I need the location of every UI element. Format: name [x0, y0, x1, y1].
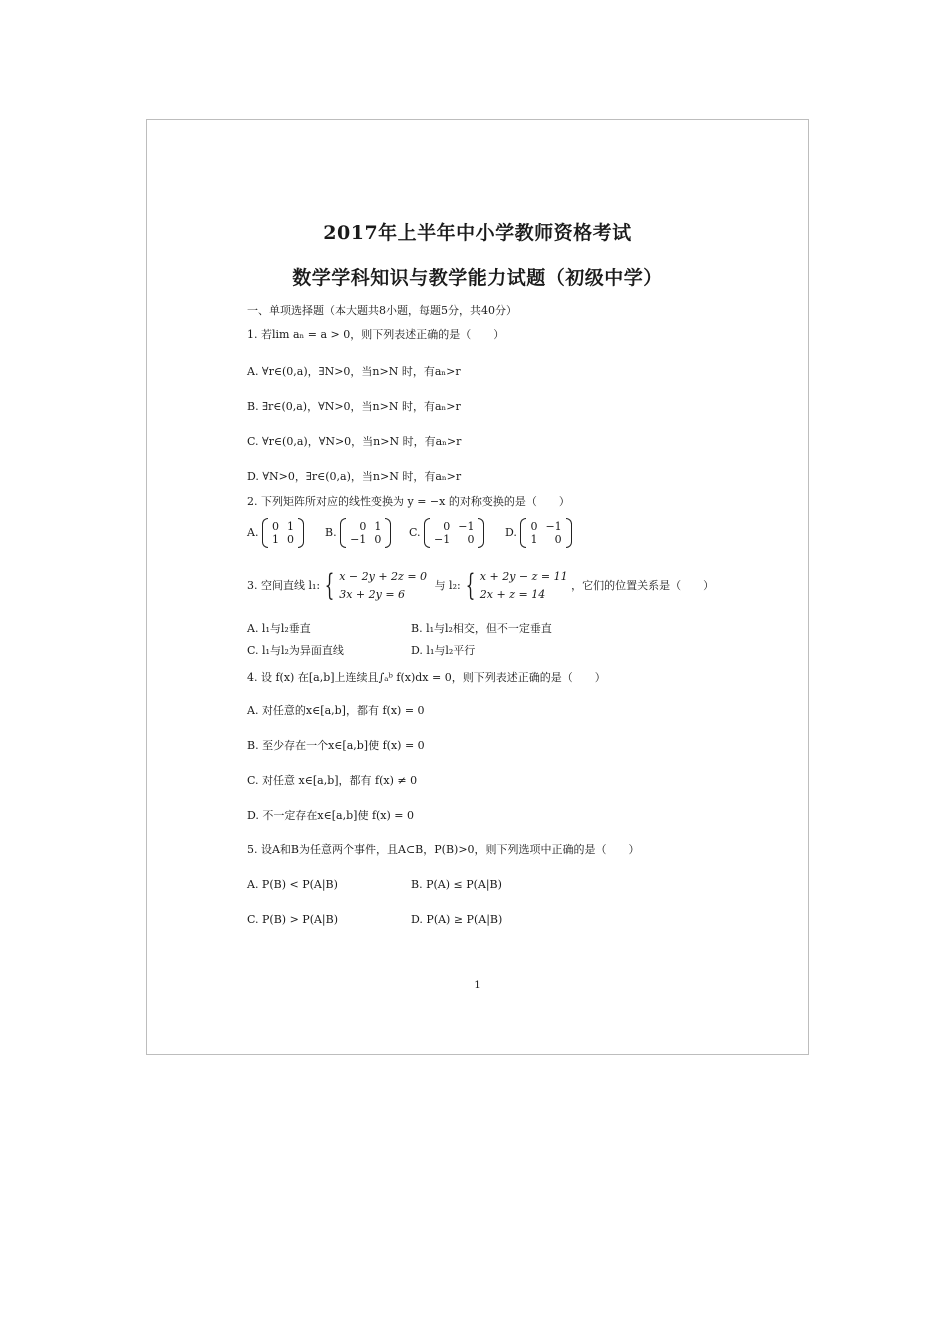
matrix [340, 518, 391, 548]
question-2-option-d [505, 518, 572, 548]
question-5-option-b: B. P(A) ≤ P(A|B) [411, 878, 502, 891]
matrix-cell: −1 [545, 520, 562, 533]
matrix-cell: −1 [434, 533, 451, 546]
question-3-option-a: A. l₁与l₂垂直 [247, 622, 311, 635]
question-2-stem: 2. 下列矩阵所对应的线性变换为 y = −x 的对称变换的是（ ） [247, 495, 570, 508]
question-5-stem: 5. 设A和B为任意两个事件，且A⊂B，P(B)>0，则下列选项中正确的是（ ） [247, 843, 640, 856]
question-5-option-d: D. P(A) ≥ P(A|B) [411, 913, 503, 926]
equation: 2x + z = 14 [479, 588, 546, 601]
matrix-cell: −1 [458, 520, 475, 533]
matrix-cell: 1 [286, 520, 294, 533]
page-number: 1 [474, 980, 481, 991]
option-label: D. [505, 526, 517, 539]
question-4-option-a: A. 对任意的x∈[a,b]，都有 f(x) = 0 [247, 704, 425, 717]
question-1-stem: 1. 若lim aₙ = a > 0，则下列表述正确的是（ ） [247, 328, 505, 341]
matrix-cell: 1 [271, 533, 279, 546]
matrix-cell: 0 [467, 533, 475, 546]
question-1-option-b: B. ∃r∈(0,a)，∀N>0，当n>N 时，有aₙ>r [247, 400, 461, 413]
matrix-cell: 0 [554, 533, 562, 546]
question-2-option-b [325, 518, 391, 548]
question-1-option-c: C. ∀r∈(0,a)，∀N>0，当n>N 时，有aₙ>r [247, 435, 462, 448]
question-4-option-c: C. 对任意 x∈[a,b]，都有 f(x) ≠ 0 [247, 774, 418, 787]
option-label: C. [409, 526, 421, 539]
exam-page [146, 119, 809, 1055]
equation: 3x + 2y = 6 [339, 588, 406, 601]
question-3-option-c: C. l₁与l₂为异面直线 [247, 644, 344, 657]
equation: x + 2y − z = 11 [479, 570, 568, 583]
matrix-cell: −1 [350, 533, 367, 546]
question-4-option-b: B. 至少存在一个x∈[a,b]使 f(x) = 0 [247, 739, 425, 752]
matrix-cell: 0 [530, 520, 538, 533]
question-1-option-a: A. ∀r∈(0,a)，∃N>0，当n>N 时，有aₙ>r [247, 365, 461, 378]
question-2-option-c [409, 518, 484, 548]
question-4-option-d: D. 不一定存在x∈[a,b]使 f(x) = 0 [247, 809, 415, 822]
matrix [262, 518, 304, 548]
option-label: B. [325, 526, 337, 539]
question-1-option-d: D. ∀N>0，∃r∈(0,a)，当n>N 时，有aₙ>r [247, 470, 462, 483]
left-brace: { [324, 568, 335, 603]
question-2-option-a [247, 518, 304, 548]
line-l2-system [480, 568, 568, 604]
question-3-prefix: 3. 空间直线 l₁: [247, 579, 321, 592]
question-5-option-c: C. P(B) > P(A|B) [247, 913, 339, 926]
matrix-cell: 0 [271, 520, 279, 533]
question-3-option-b: B. l₁与l₂相交，但不一定垂直 [411, 622, 552, 635]
matrix-cell: 1 [530, 533, 538, 546]
equation: x − 2y + 2z = 0 [339, 570, 428, 583]
exam-title: 2017年上半年中小学教师资格考试 [323, 222, 632, 244]
matrix [520, 518, 571, 548]
matrix-cell: 0 [286, 533, 294, 546]
matrix-cell: 0 [374, 533, 382, 546]
left-brace: { [465, 568, 476, 603]
question-4-stem: 4. 设 f(x) 在[a,b]上连续且∫ₐᵇ f(x)dx = 0，则下列表述正确的是（ ） [247, 671, 606, 684]
line-l1-system [339, 568, 427, 604]
exam-subtitle: 数学学科知识与教学能力试题（初级中学） [292, 267, 663, 289]
question-3-stem [247, 568, 714, 604]
matrix [424, 518, 484, 548]
matrix-cell: 0 [359, 520, 367, 533]
option-label: A. [247, 526, 259, 539]
question-5-option-a: A. P(B) < P(A|B) [247, 878, 338, 891]
question-3-suffix: ，它们的位置关系是（ ） [571, 579, 715, 592]
question-3-option-d: D. l₁与l₂平行 [411, 644, 476, 657]
question-3-middle: 与 l₂: [434, 579, 461, 592]
matrix-cell: 0 [443, 520, 451, 533]
matrix-cell: 1 [374, 520, 382, 533]
section-heading: 一、单项选择题（本大题共8小题，每题5分，共40分） [247, 304, 517, 317]
